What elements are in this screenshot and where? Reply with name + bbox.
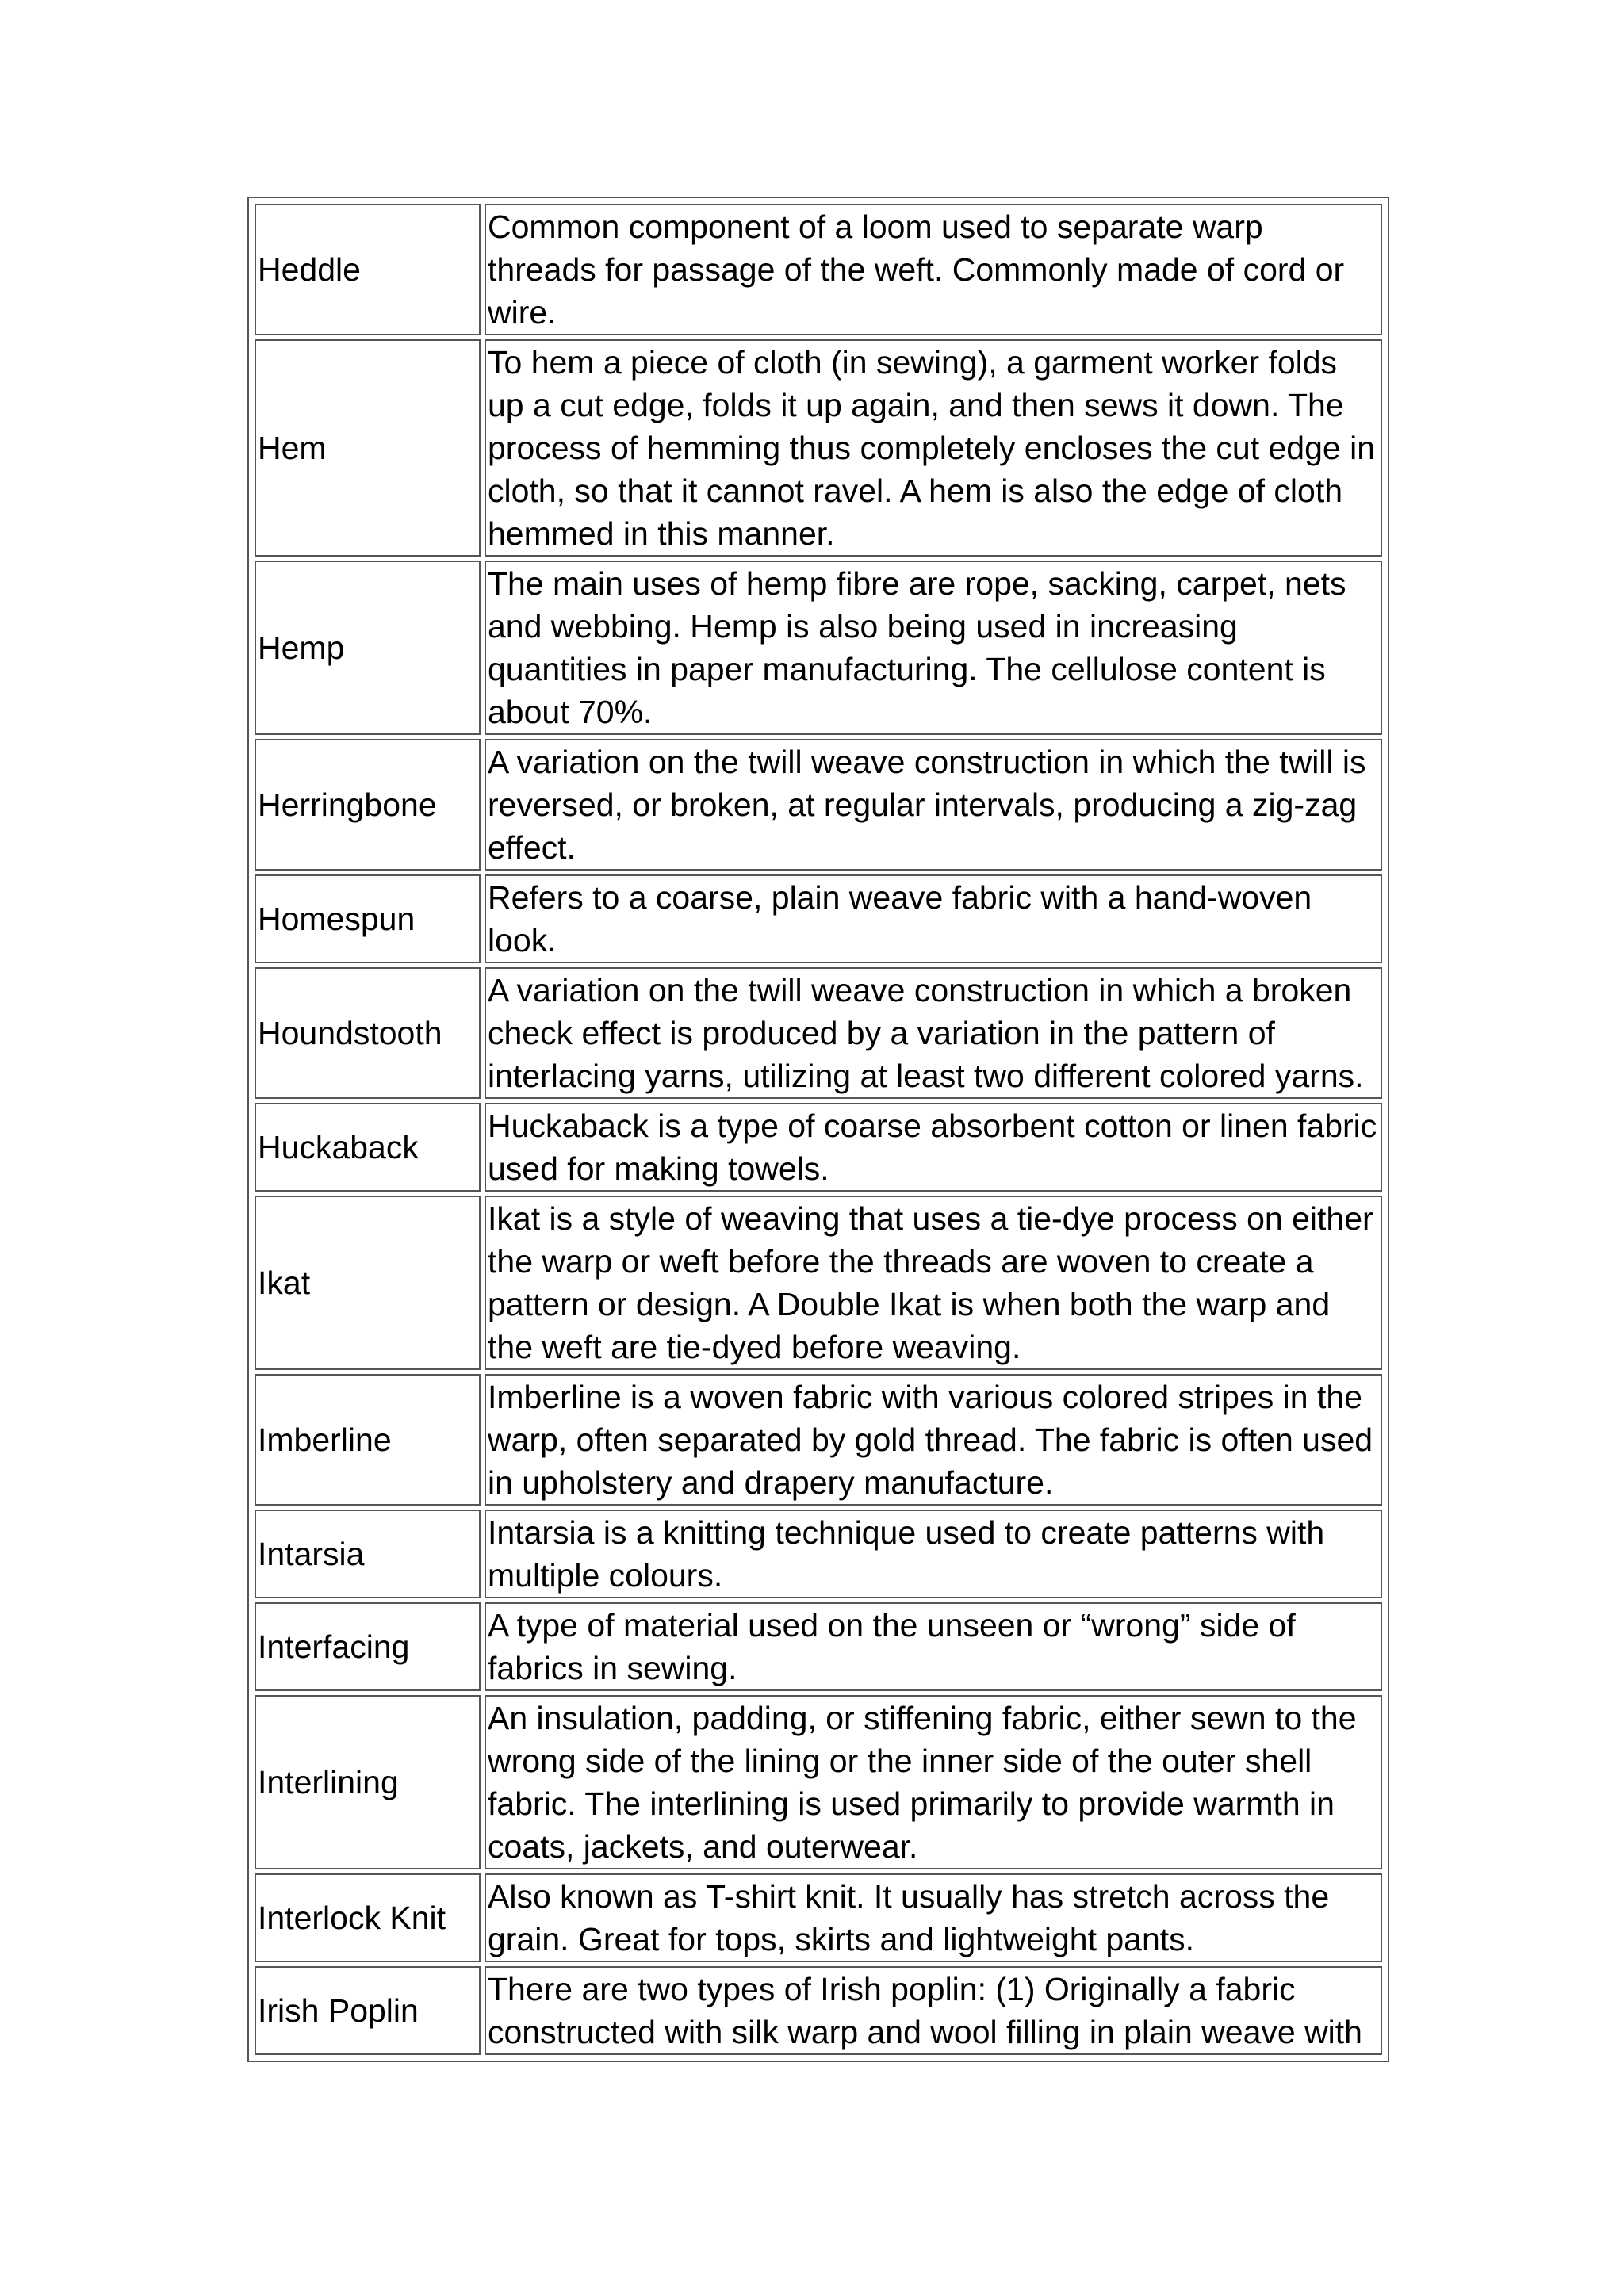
definition-cell: A variation on the twill weave construction in which the twill is reversed, or broken, at regular intervals, producing a zig-zag effect. [485, 739, 1382, 871]
term-cell: Interlock Knit [255, 1873, 481, 1962]
table-row [255, 739, 1382, 871]
table-row [255, 967, 1382, 1099]
glossary-table-frame [247, 197, 1389, 2062]
term-cell: Ikat [255, 1196, 481, 1370]
definition-cell: Common component of a loom used to separate warp threads for passage of the weft. Commonly made of cord or wire. [485, 204, 1382, 335]
definition-cell: Refers to a coarse, plain weave fabric with a hand-woven look. [485, 874, 1382, 963]
term-cell: Huckaback [255, 1103, 481, 1192]
glossary-table [251, 200, 1386, 2059]
table-row [255, 1873, 1382, 1962]
term-cell: Interfacing [255, 1602, 481, 1691]
definition-cell: Also known as T-shirt knit. It usually has stretch across the grain. Great for tops, skirts and lightweight pants. [485, 1873, 1382, 1962]
table-row [255, 204, 1382, 335]
definition-cell: The main uses of hemp fibre are rope, sacking, carpet, nets and webbing. Hemp is also being used in increasing quantities in paper manufacturing. The cellulose content is about 70%. [485, 561, 1382, 735]
term-cell: Houndstooth [255, 967, 481, 1099]
table-row [255, 1196, 1382, 1370]
table-row [255, 561, 1382, 735]
table-row [255, 1510, 1382, 1598]
term-cell: Intarsia [255, 1510, 481, 1598]
term-cell: Hem [255, 339, 481, 557]
table-row [255, 339, 1382, 557]
term-cell: Imberline [255, 1374, 481, 1506]
definition-cell: Imberline is a woven fabric with various colored stripes in the warp, often separated by gold thread. The fabric is often used in upholstery and drapery manufacture. [485, 1374, 1382, 1506]
definition-cell: Ikat is a style of weaving that uses a tie-dye process on either the warp or weft before the threads are woven to create a pattern or design. A Double Ikat is when both the warp and the weft are tie-dyed before weaving. [485, 1196, 1382, 1370]
definition-cell: To hem a piece of cloth (in sewing), a garment worker folds up a cut edge, folds it up again, and then sews it down. The process of hemming thus completely encloses the cut edge in cloth, so that it cannot ravel. A hem is also the edge of cloth hemmed in this manner. [485, 339, 1382, 557]
table-row [255, 1103, 1382, 1192]
definition-cell: Intarsia is a knitting technique used to create patterns with multiple colours. [485, 1510, 1382, 1598]
term-cell: Herringbone [255, 739, 481, 871]
table-row [255, 1602, 1382, 1691]
term-cell: Homespun [255, 874, 481, 963]
definition-cell: A variation on the twill weave construction in which a broken check effect is produced by a variation in the pattern of interlacing yarns, utilizing at least two different colored yarns. [485, 967, 1382, 1099]
term-cell: Heddle [255, 204, 481, 335]
definition-cell: There are two types of Irish poplin: (1) Originally a fabric constructed with silk warp and wool filling in plain weave with [485, 1966, 1382, 2055]
table-row [255, 1695, 1382, 1869]
definition-cell: An insulation, padding, or stiffening fabric, either sewn to the wrong side of the lining or the inner side of the outer shell fabric. The interlining is used primarily to provide warmth in coats, jackets, and outerwear. [485, 1695, 1382, 1869]
table-row [255, 1966, 1382, 2055]
definition-cell: Huckaback is a type of coarse absorbent cotton or linen fabric used for making towels. [485, 1103, 1382, 1192]
term-cell: Hemp [255, 561, 481, 735]
term-cell: Interlining [255, 1695, 481, 1869]
term-cell: Irish Poplin [255, 1966, 481, 2055]
table-row [255, 874, 1382, 963]
table-row [255, 1374, 1382, 1506]
definition-cell: A type of material used on the unseen or “wrong” side of fabrics in sewing. [485, 1602, 1382, 1691]
